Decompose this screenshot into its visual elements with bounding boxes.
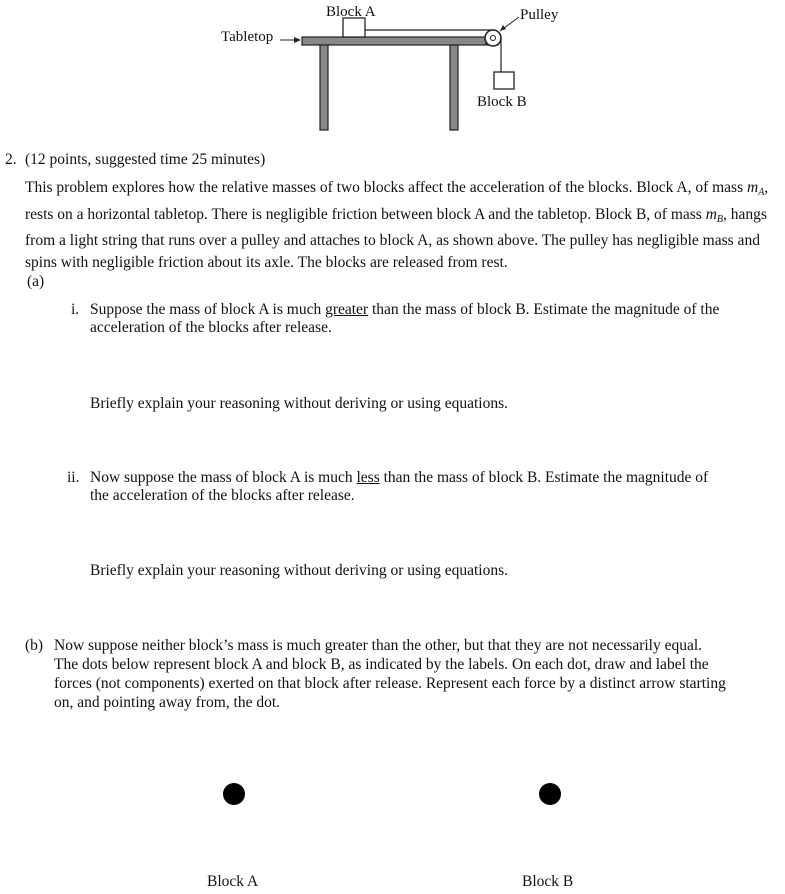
part-a-ii-line2: the acceleration of the blocks after release.	[90, 487, 355, 504]
diagram-label-pulley: Pulley	[520, 7, 559, 23]
part-b-label: (b)	[25, 637, 44, 654]
mass-a-symbol: m	[746, 179, 759, 196]
part-a-i-explain: Briefly explain your reasoning without deriving or using equations.	[90, 395, 508, 412]
part-a-ii-line1: Now suppose the mass of block A is much less than the mass of block B. Estimate the magnitude of	[90, 469, 709, 486]
part-a-ii-numeral: ii.	[67, 469, 80, 486]
part-a-i-line1: Suppose the mass of block A is much greater than the mass of block B. Estimate the magnitude of the	[90, 301, 720, 318]
emphasis-greater: greater	[325, 301, 369, 318]
question-points: (12 points, suggested time 25 minutes)	[25, 151, 266, 168]
emphasis-less: less	[356, 469, 380, 486]
block-b	[494, 72, 514, 89]
dot-label-block-b: Block B	[522, 873, 574, 890]
dot-label-block-a: Block A	[207, 873, 259, 890]
part-a-i-numeral: i.	[71, 301, 80, 318]
pulley-axle	[491, 36, 496, 41]
intro-text-1: This problem explores how the relative masses of two blocks affect the acceleration of the blocks. Block A, of mass	[25, 179, 747, 196]
tabletop-leader-arrowhead	[294, 37, 301, 43]
diagram-label-block-a: Block A	[326, 4, 376, 20]
table-leg-right	[450, 45, 458, 130]
table-leg-left	[320, 45, 328, 130]
mass-b-symbol: m	[705, 205, 717, 223]
pulley-leader-arrowhead	[500, 25, 506, 31]
block-a-dot[interactable]	[223, 783, 245, 805]
table-pulley-diagram	[0, 0, 785, 140]
tabletop	[302, 37, 498, 45]
mass-a-subscript: A	[758, 187, 765, 198]
part-a-i-line2: acceleration of the blocks after release.	[90, 319, 332, 336]
intro-text-2: , rests on a horizontal tabletop. There is negligible friction between block A and the tabletop. Block B, of mass	[25, 179, 769, 223]
intro-paragraph	[25, 177, 780, 273]
part-b-line2: The dots below represent block A and block B, as indicated by the labels. On each dot, draw and label the	[54, 656, 709, 673]
diagram-label-block-b: Block B	[477, 94, 527, 110]
part-b-line1: Now suppose neither block’s mass is much greater than the other, but that they are not necessarily equal.	[54, 637, 703, 654]
diagram-label-tabletop: Tabletop	[221, 29, 274, 45]
block-b-dot[interactable]	[539, 783, 561, 805]
part-a-ii-explain: Briefly explain your reasoning without deriving or using equations.	[90, 562, 508, 579]
mass-b-subscript: B	[716, 213, 724, 225]
part-b-line4: on, and pointing away from, the dot.	[54, 694, 280, 711]
block-a	[343, 18, 365, 37]
part-b-line3: forces (not components) exerted on that block after release. Represent each force by a distinct arrow starting	[54, 675, 726, 692]
question-number: 2.	[5, 151, 17, 168]
intro-text-3: , hangs from a light string that runs over a pulley and attaches to block A, as shown above. The pulley has negligible mass and spins with negligible friction about its axle. The blocks are released from rest.	[25, 205, 767, 271]
part-a-label: (a)	[27, 273, 45, 290]
